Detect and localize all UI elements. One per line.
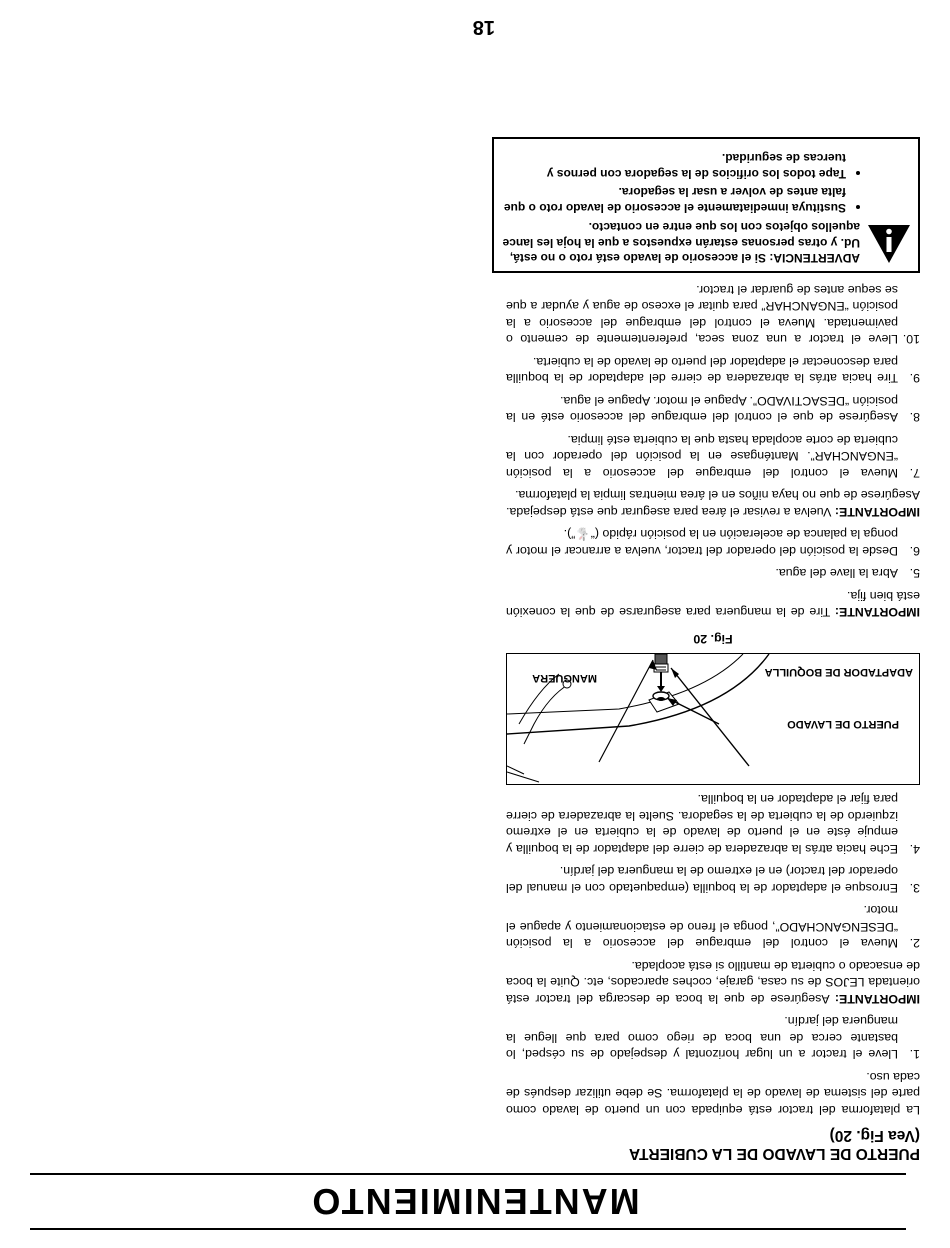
step-text: Enrosque el adaptador de la boquilla (empaquetado con el manual del operador del tractor) en el extremo de la manguera del jardín. (506, 864, 898, 895)
step-item (506, 565, 920, 582)
step-text: Tire hacia atrás la abrazadera de cierre del adaptador de la boquilla para desconectar el adaptador del puerto de lavado de la cubierta. (506, 355, 898, 386)
step-text: Eche hacia atrás la abrazadera de cierre del adaptador de la boquilla y empuje éste en el puerto de lavado de la cubierta en el extremo izquierdo de la cubierta de la segadora. Suelte la abrazadera de cierre para fijar el adaptador en la boquilla. (506, 792, 898, 856)
step-number: 8. (909, 410, 920, 425)
step-item (506, 902, 920, 952)
warning-lead: ADVERTENCIA: Si el accesorio de lavado está roto o no está, Ud. y otras personas estarán expuestos a que la hoja les lance aquellos objetos con los que entre en contacto. (502, 220, 860, 266)
warning-bullet: • Tape todos los orificios de la segadora con pernos y tuercas de seguridad. (502, 150, 846, 181)
step-number: 3. (909, 881, 920, 895)
step-text: Lleve el tractor a un lugar horizontal y despejado de su césped, lo bastante cerca de una boca de riego como para que llegue la manguera del jardín. (506, 1014, 898, 1062)
warning-list (502, 150, 860, 215)
step-text: Lleve el tractor a una zona seca, preferentemente de cemento o pavimentada. Mueva el control del embrague del accesorio a la posición “ENGANCHAR” para quitar el exceso de agua y ayudar a que se seque antes de guardar el tractor. (506, 283, 898, 347)
warning-icon (860, 147, 912, 266)
label-hose: MANGUERA (532, 672, 597, 684)
page-number: 18 (472, 16, 495, 38)
step-item (506, 863, 920, 896)
step-number: 10. (902, 332, 920, 347)
step-text: Abra la llave del agua. (775, 566, 898, 581)
section-heading: MANTENIMIENTO (310, 1181, 640, 1222)
step-text: Mueva el control del embrague del accesorio a la posición “ENGANCHAR”. Manténgase en la posición del operador con la cubierta de corte acoplada hasta que la cubierta esté limpia. (506, 433, 898, 480)
step-number: 1. (909, 1047, 920, 1062)
step-item (506, 432, 920, 482)
intro-paragraph: La plataforma del tractor está equipada con un puerto de lavado como parte del sistema de lavado de la plataforma. Se debe utilizar después de cada uso. (506, 1070, 920, 1117)
step-item (506, 526, 920, 559)
important-label: IMPORTANTE: (834, 992, 920, 1006)
step-number: 2. (909, 936, 920, 951)
important-label: IMPORTANTE: (834, 605, 920, 620)
step-item (506, 393, 920, 426)
warning-body (502, 147, 860, 266)
step-item (506, 1013, 920, 1063)
figure-caption: Fig. 20 (693, 632, 733, 646)
step-number: 9. (909, 371, 920, 386)
header-rule-top (30, 1228, 906, 1230)
important-note (506, 958, 920, 1008)
step-item (506, 354, 920, 387)
important-text: Asegúrese de que la boca de descarga del tractor está orientada LEJOS de su casa, garaje, coches aparcados, etc. Quite la boca de ensacado o cubierta de mantillo si está acoplada. (506, 959, 920, 1006)
step-text: Mueva el control del embrague del accesorio a la posición “DESENGANCHADO”, ponga el freno de estacionamiento y apague el motor. (506, 903, 898, 951)
step-number: 7. (909, 466, 920, 480)
step-number: 6. (909, 544, 920, 558)
subsection-title: PUERTO DE LAVADO DE LA CUBIERTA (Vea Fig. 20) (628, 1127, 920, 1162)
warning-bullet: • Sustituya inmediatamente el accesorio de lavado roto o que falta antes de volver a usar la segadora. (502, 184, 846, 215)
label-nozzle-adapter: ADAPTADOR DE BOQUILLA (764, 666, 913, 678)
figure-20 (506, 653, 920, 785)
important-label: IMPORTANTE: (834, 505, 920, 519)
important-text: Tire de la manguera para asegurarse de que la conexión está bien fija. (506, 589, 920, 620)
warning-box (492, 137, 920, 274)
step-text: Asegúrese de que el control del embrague del accesorio esté en la posición “DESACTIVADO”. Apague el motor. Apague el agua. (506, 394, 898, 425)
step-number: 4. (909, 842, 920, 856)
step-item (506, 282, 920, 348)
important-note (506, 487, 920, 520)
step-item (506, 791, 920, 857)
header-rule-bottom (30, 1173, 906, 1175)
content-column (502, 137, 920, 1162)
step-number: 5. (909, 566, 920, 581)
label-wash-port: PUERTO DE LAVADO (787, 718, 899, 730)
important-text: Vuelva a revisar el área para asegurar que está despejada. Asegúrese de que no haya niños en el área mientras limpia la plataforma. (506, 488, 920, 519)
step-text: Desde la posición del operador del tractor, vuelva a arrancar el motor y ponga la palanca de aceleración en la posición rápido (“🐇”). (506, 527, 898, 558)
important-note (506, 588, 920, 621)
